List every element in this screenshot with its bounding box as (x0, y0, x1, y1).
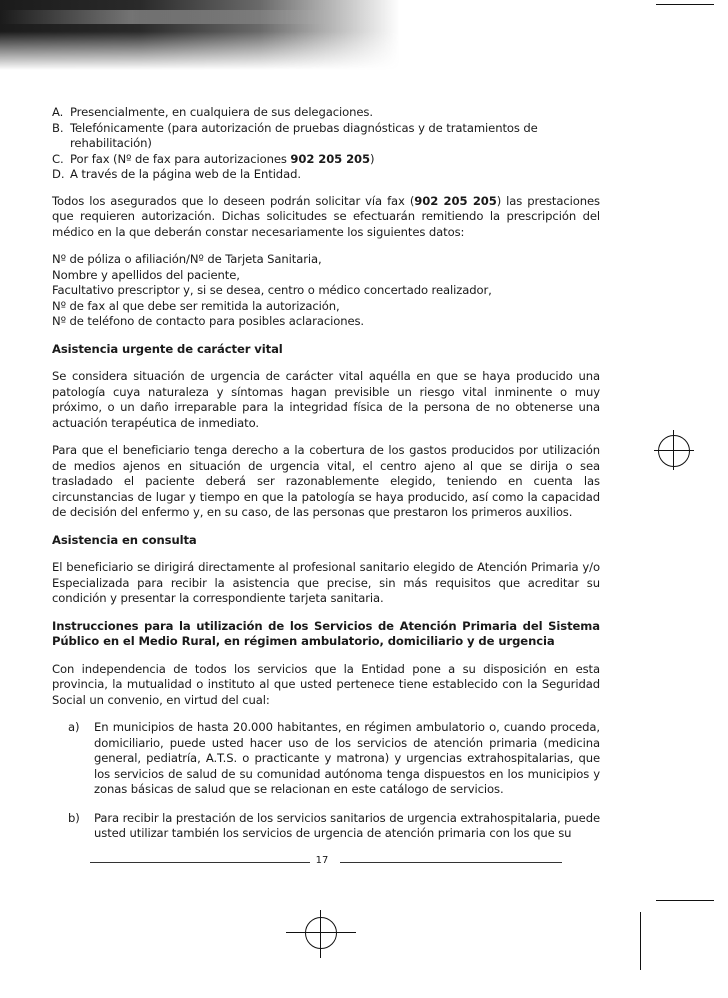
paragraph: Para que el beneficiario tenga derecho a la cobertura de los gastos producidos por utilización de medios ajenos en situación de urgencia vital, el centro ajeno al que se dirija o sea trasladado el paciente deberá ser razonablemente elegido, teniendo en cuenta las circunstancias de lugar y tiempo en que la patología se haya producido, así como la capacidad de decisión del enfermo y, en su caso, de las personas que prestaron los primeros auxilios. (52, 443, 600, 519)
paragraph: El beneficiario se dirigirá directamente al profesional sanitario elegido de Atención Primaria y/o Especializada para recibir la asistencia que precise, sin más requisitos que acreditar su condición y presentar la correspondiente tarjeta sanitaria. (52, 560, 600, 605)
list-label: C. (52, 151, 64, 166)
crop-mark-top-right (656, 4, 714, 5)
list-label: b) (68, 810, 80, 825)
data-line: Nº de fax al que debe ser remitida la autorización, (52, 298, 340, 313)
list-item (52, 720, 600, 798)
required-data-list (52, 252, 600, 330)
data-line: Nombre y apellidos del paciente, (52, 267, 240, 282)
list-text-pre: Por fax (Nº de fax para autorizaciones (70, 151, 291, 166)
section-heading-consulta: Asistencia en consulta (52, 532, 197, 547)
paragraph-text: ) las prestaciones que requieren autorización. Dichas solicitudes se efectuarán remitiendo la prescripción del médico en la que deberán constar necesariamente los siguientes datos: (52, 193, 600, 239)
list-item (52, 167, 600, 183)
paragraph: Se considera situación de urgencia de carácter vital aquélla en que se haya producido una patología cuya naturaleza y síntomas hagan previsible un riesgo vital inminente o muy próximo, o un daño irreparable para la integridad física de la persona de no obtenerse una actuación terapéutica de inmediato. (52, 369, 600, 430)
list-text: En municipios de hasta 20.000 habitantes, en régimen ambulatorio o, cuando proceda, domiciliario, puede usted hacer uso de los servicios de atención primaria (medicina general, pediatría, A.T.S. o practicante y matrona) y urgencias extrahospitalarias, que los servicios de salud de su comunidad autónoma tenga dispuestos en los municipios y zonas básicas de salud que se relacionan en este catálogo de servicios. (94, 720, 600, 796)
list-label: B. (52, 120, 64, 135)
list-text: Telefónicamente (para autorización de pruebas diagnósticas y de tratamientos de rehabilitación) (70, 120, 538, 150)
page-number: 17 (315, 855, 329, 866)
section-heading-rural: Instrucciones para la utilización de los Servicios de Atención Primaria del Sistema Público en el Medio Rural, en régimen ambulatorio, domiciliario y de urgencia (52, 618, 600, 648)
data-line: Facultativo prescriptor y, si se desea, centro o médico concertado realizador, (52, 283, 492, 297)
footer-rule-left (90, 862, 310, 863)
header-decorative-band (0, 0, 400, 70)
request-methods-list (52, 105, 600, 183)
crop-mark-bottom-right-v (640, 912, 641, 970)
list-label: a) (68, 720, 80, 734)
list-item (52, 811, 600, 842)
list-label: D. (52, 167, 65, 181)
list-label: A. (52, 105, 64, 119)
list-text: Presencialmente, en cualquiera de sus delegaciones. (70, 105, 373, 119)
section-heading-urgente: Asistencia urgente de carácter vital (52, 341, 283, 356)
list-text (70, 152, 600, 168)
list-item (52, 105, 600, 121)
list-text: A través de la página web de la Entidad. (70, 167, 301, 181)
data-line: Nº de teléfono de contacto para posibles aclaraciones. (52, 314, 365, 328)
list-text: Para recibir la prestación de los servicios sanitarios de urgencia extrahospitalaria, puede usted utilizar también los servicios de urgencia de atención primaria con los que su (94, 810, 600, 840)
footer-rule-right (340, 862, 562, 863)
agreement-list (52, 720, 600, 842)
fax-request-paragraph (52, 194, 600, 241)
list-text-post: ) (369, 151, 375, 166)
paragraph-text: Todos los asegurados que lo deseen podrán solicitar vía fax ( (52, 193, 415, 208)
list-item (52, 152, 600, 168)
fax-number: 902 205 205 (290, 151, 370, 166)
document-body (52, 105, 600, 855)
fax-number: 902 205 205 (414, 193, 497, 208)
paragraph: Con independencia de todos los servicios que la Entidad pone a su disposición en esta provincia, la mutualidad o instituto al que usted pertenece tiene establecido con la Seguridad Social un convenio, en virtud del cual: (52, 661, 600, 707)
crop-mark-bottom-right-h (656, 900, 714, 901)
data-line: Nº de póliza o afiliación/Nº de Tarjeta Sanitaria, (52, 252, 322, 266)
list-item (52, 121, 600, 152)
